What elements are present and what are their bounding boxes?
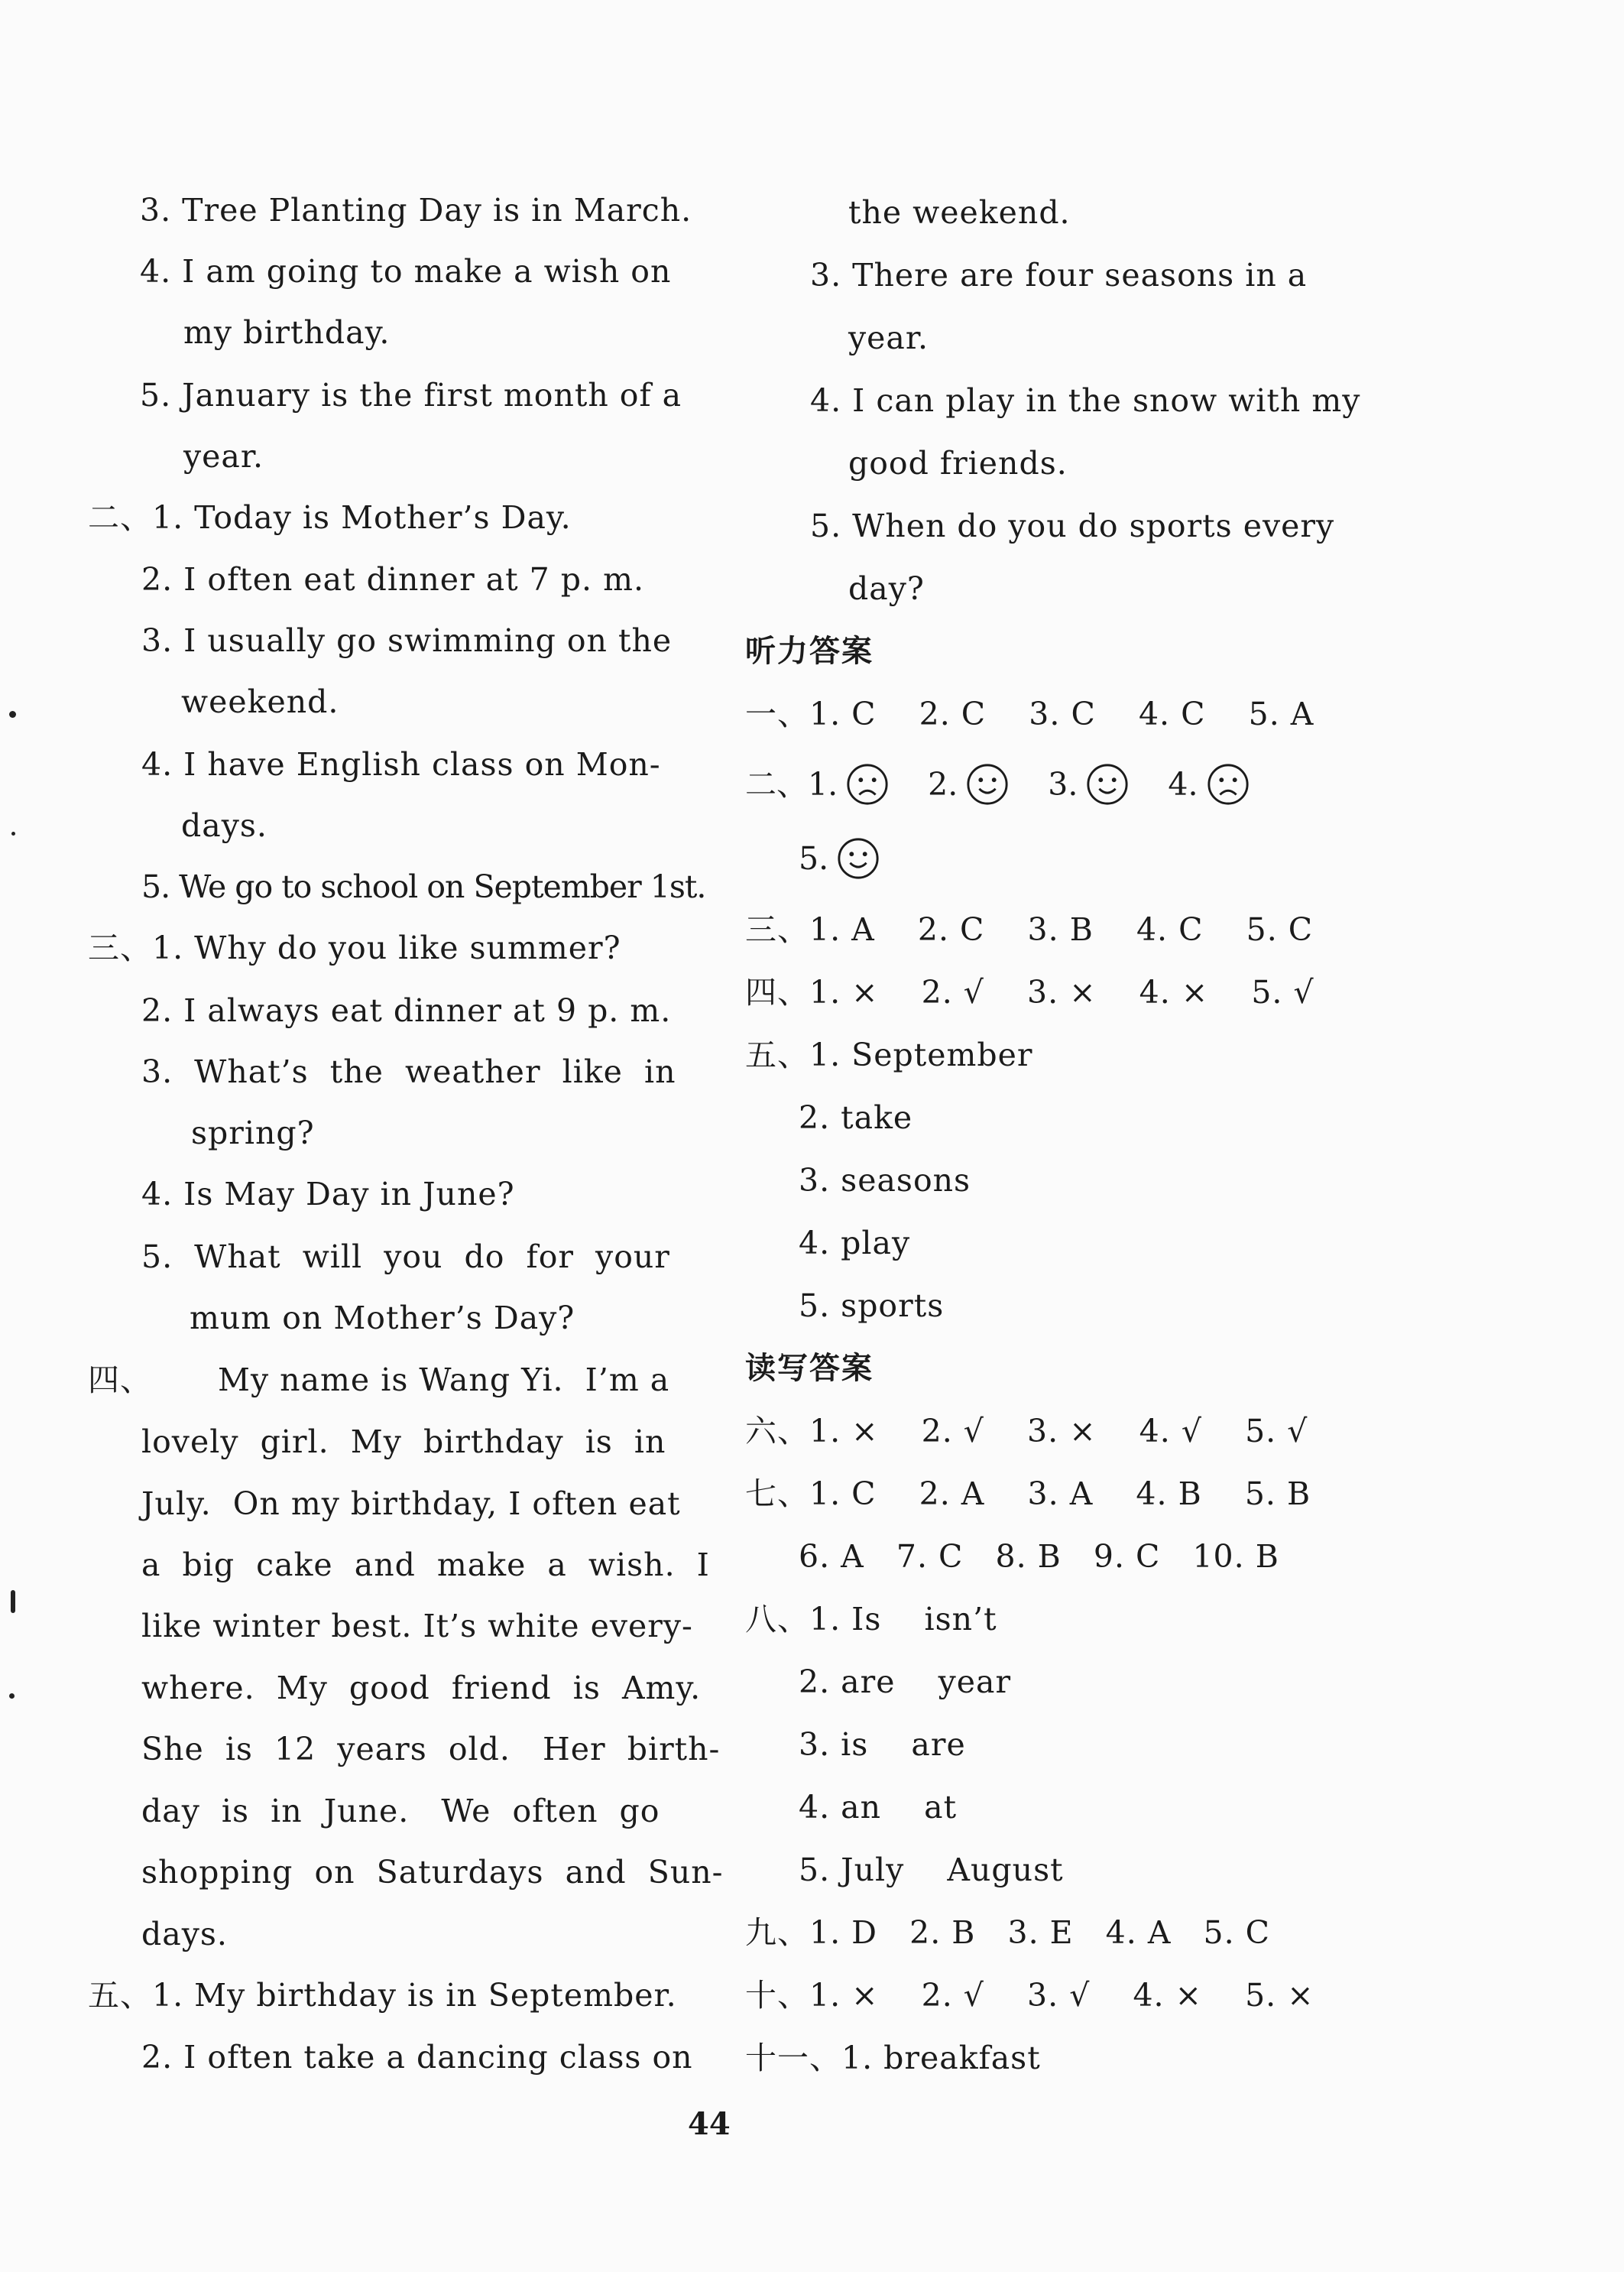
- answer-line: 6. A 7. C 8. B 9. C 10. B: [799, 1538, 1279, 1575]
- answer-line: mum on Mother’s Day?: [190, 1300, 575, 1336]
- listening-section-title: 听力答案: [745, 634, 874, 669]
- answer-line: 八、1. Is isn’t: [745, 1601, 997, 1637]
- answer-line: spring?: [191, 1115, 315, 1151]
- face-answer-row: [799, 836, 880, 881]
- answer-line: 四、1. × 2. √ 3. × 4. × 5. √: [745, 974, 1314, 1011]
- answer-line: 2. I often eat dinner at 7 p. m.: [141, 561, 644, 598]
- face-answer-row: [745, 761, 1250, 807]
- passage-line: shopping on Saturdays and Sun-: [141, 1854, 724, 1891]
- answer-line: my birthday.: [183, 314, 391, 351]
- answer-line: the weekend.: [848, 194, 1071, 231]
- answer-line: 4. I have English class on Mon-: [141, 746, 661, 783]
- passage-line: where. My good friend is Amy.: [141, 1670, 702, 1706]
- answer-line: year.: [183, 438, 264, 475]
- sad-face-icon: [1206, 762, 1250, 807]
- answer-line: 4. play: [799, 1225, 911, 1261]
- happy-face-icon: [965, 762, 1010, 807]
- answer-label: 2.: [928, 766, 958, 803]
- answer-line: 三、1. A 2. C 3. B 4. C 5. C: [745, 911, 1314, 948]
- answer-line: 3. Tree Planting Day is in March.: [140, 192, 692, 229]
- passage-line: like winter best. It’s white every-: [141, 1608, 693, 1644]
- answer-label: 3.: [1048, 766, 1078, 803]
- answer-line: 5. July August: [799, 1852, 1064, 1888]
- passage-label: 四、: [88, 1362, 152, 1398]
- answer-line: 七、1. C 2. A 3. A 4. B 5. B: [745, 1475, 1311, 1512]
- answer-line: 5. January is the first month of a: [140, 377, 682, 414]
- answer-label: 二、1.: [745, 766, 838, 803]
- passage-line: days.: [141, 1916, 228, 1952]
- answer-line: day?: [848, 570, 925, 607]
- answer-line: 2. I always eat dinner at 9 p. m.: [141, 992, 672, 1029]
- answer-line: 十一、1. breakfast: [745, 2040, 1041, 2076]
- answer-label: 4.: [1168, 766, 1198, 803]
- answer-line: weekend.: [181, 683, 339, 720]
- answer-line: 3. There are four seasons in a: [810, 257, 1308, 294]
- answer-line: 六、1. × 2. √ 3. × 4. √ 5. √: [745, 1413, 1308, 1449]
- answer-line: 5. When do you do sports every: [810, 508, 1335, 544]
- passage-line: July. On my birthday, I often eat: [141, 1485, 681, 1522]
- answer-line: 5. We go to school on September 1st.: [141, 868, 706, 905]
- answer-line: 五、1. My birthday is in September.: [88, 1977, 677, 2014]
- reading-writing-section-title: 读写答案: [745, 1351, 874, 1386]
- answer-line: 九、1. D 2. B 3. E 4. A 5. C: [745, 1914, 1271, 1951]
- answer-line: 4. Is May Day in June?: [141, 1176, 515, 1212]
- answer-line: 2. I often take a dancing class on: [141, 2039, 693, 2076]
- answer-line: good friends.: [848, 445, 1068, 482]
- answer-line: year.: [848, 320, 929, 356]
- scan-speck: [9, 711, 16, 718]
- scan-speck: [9, 1693, 15, 1699]
- happy-face-icon: [836, 836, 880, 881]
- answer-line: 一、1. C 2. C 3. C 4. C 5. A: [745, 696, 1314, 732]
- answer-line: 4. an at: [799, 1789, 958, 1826]
- answer-line: 2. are year: [799, 1663, 1012, 1700]
- answer-line: 3. seasons: [799, 1162, 971, 1199]
- answer-line: days.: [181, 807, 267, 844]
- passage-line: a big cake and make a wish. I: [141, 1547, 710, 1583]
- answer-line: 三、1. Why do you like summer?: [88, 930, 621, 966]
- answer-line: 4. I can play in the snow with my: [810, 382, 1361, 419]
- scan-speck: [11, 832, 15, 836]
- scan-speck: [11, 1590, 15, 1613]
- answer-line: 3. What’s the weather like in: [141, 1053, 676, 1090]
- answer-line: 4. I am going to make a wish on: [140, 253, 672, 290]
- passage-line: She is 12 years old. Her birth-: [141, 1731, 721, 1767]
- answer-line: 2. take: [799, 1099, 913, 1136]
- answer-line: 3. I usually go swimming on the: [141, 622, 673, 659]
- answer-label: 5.: [799, 840, 829, 877]
- answer-line: 十、1. × 2. √ 3. √ 4. × 5. ×: [745, 1977, 1314, 2014]
- answer-line: 二、1. Today is Mother’s Day.: [88, 499, 572, 536]
- answer-line: 5. sports: [799, 1287, 945, 1324]
- answer-line: 5. What will you do for your: [141, 1238, 670, 1275]
- page-number: 44: [688, 2106, 731, 2142]
- answer-line: 五、1. September: [745, 1037, 1033, 1073]
- passage-line: My name is Wang Yi. I’m a: [218, 1362, 670, 1398]
- passage-line: lovely girl. My birthday is in: [141, 1423, 666, 1460]
- passage-line: day is in June. We often go: [141, 1793, 660, 1829]
- sad-face-icon: [845, 762, 890, 807]
- answer-line: 3. is are: [799, 1726, 966, 1763]
- happy-face-icon: [1085, 762, 1130, 807]
